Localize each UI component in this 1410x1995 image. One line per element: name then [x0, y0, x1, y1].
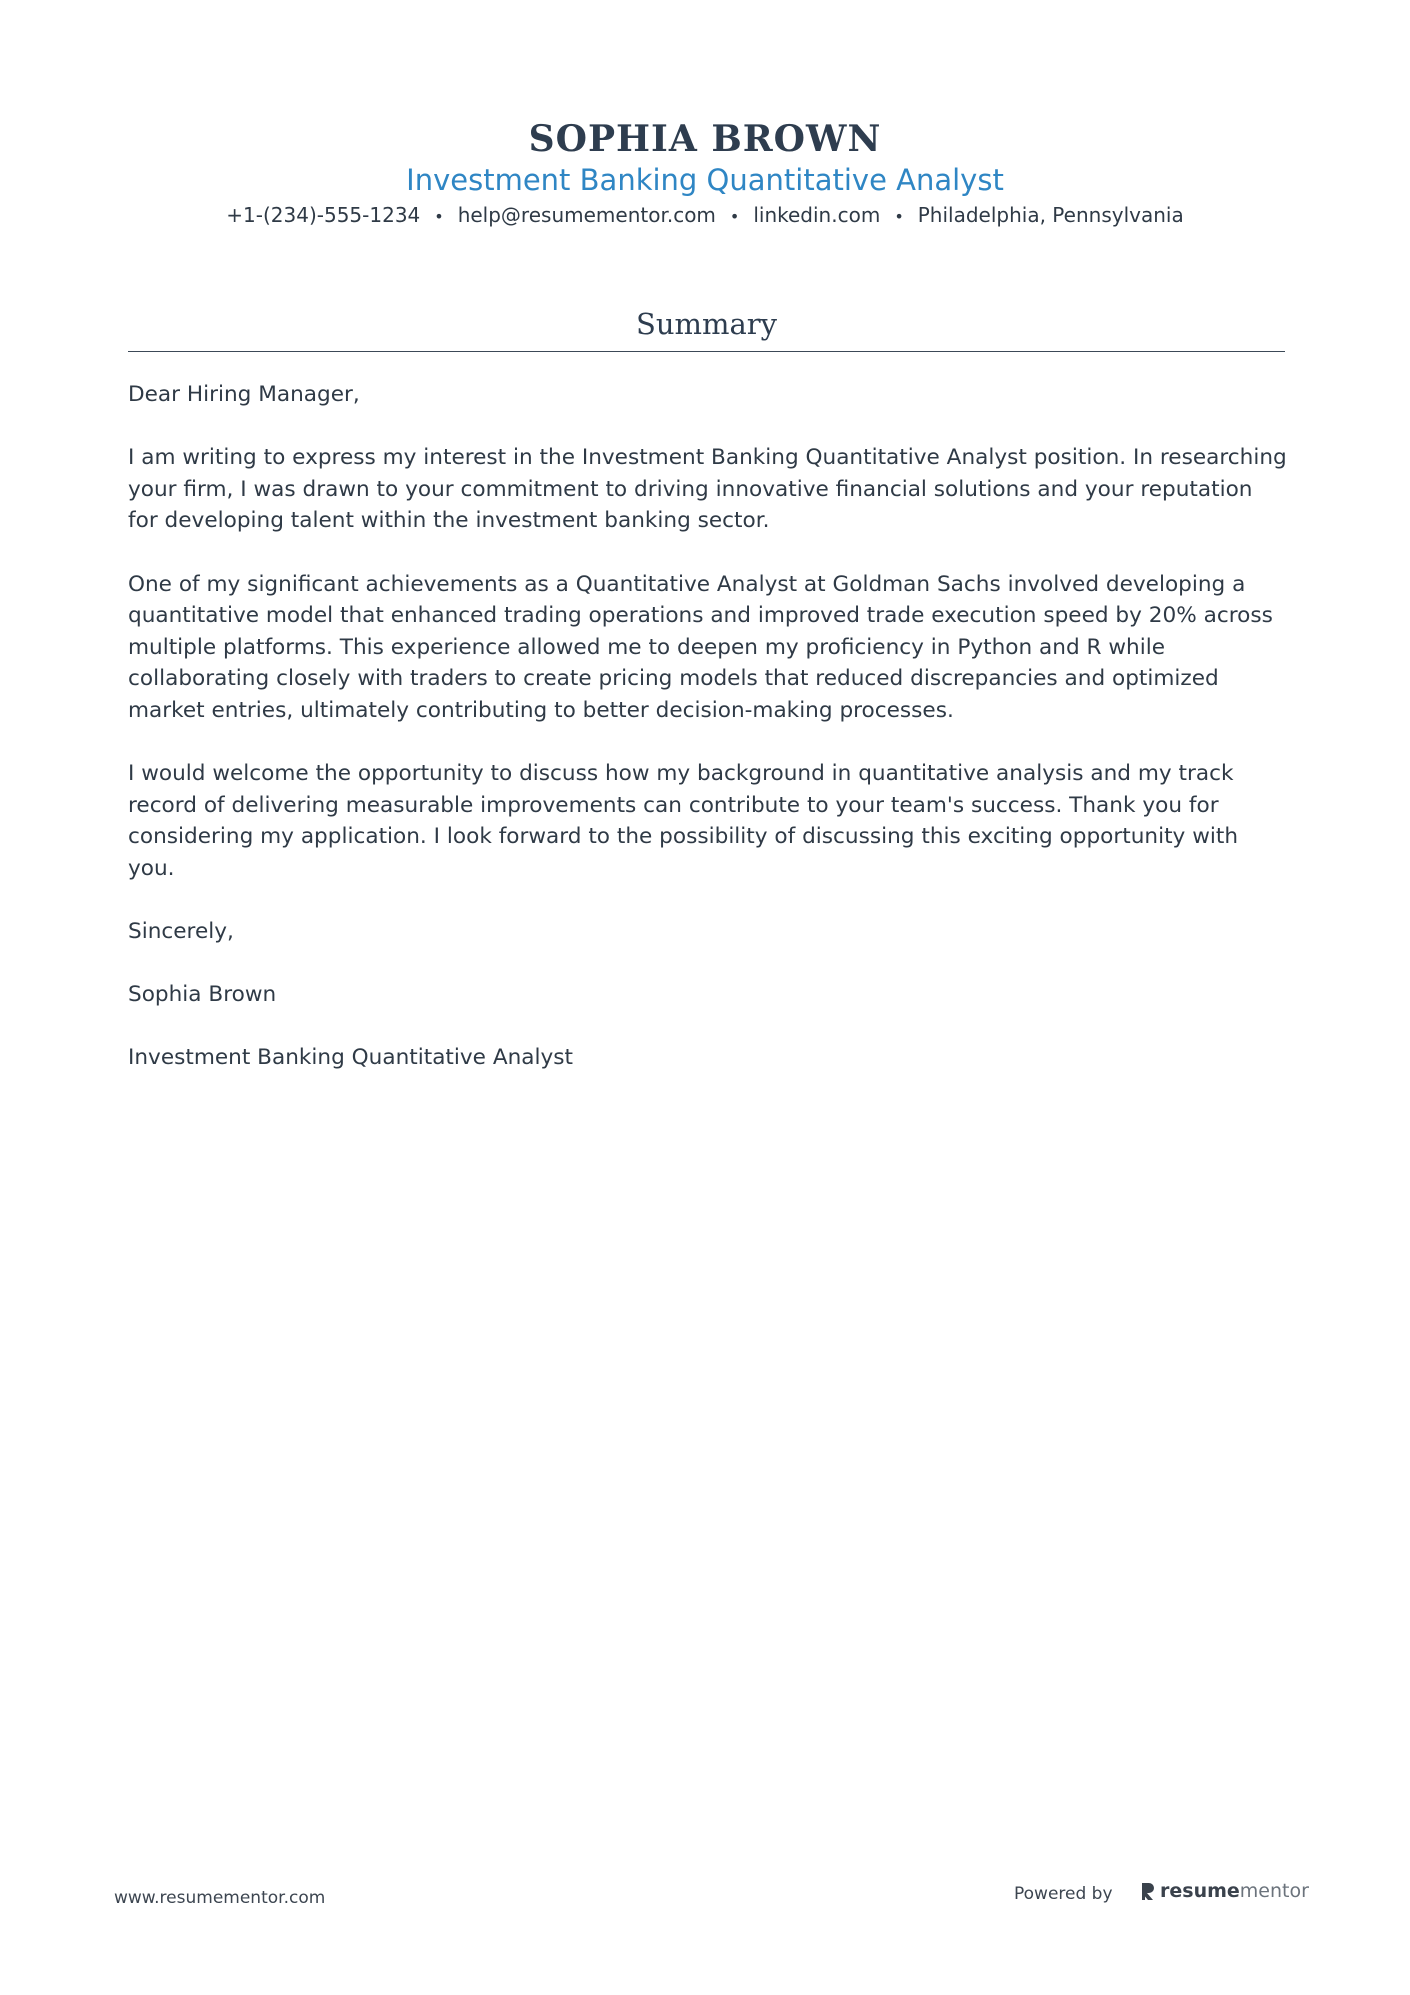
- contact-linkedin[interactable]: linkedin.com: [753, 203, 881, 227]
- contact-line: [0, 200, 1410, 232]
- letter-greeting: Dear Hiring Manager,: [128, 382, 360, 407]
- contact-email[interactable]: help@resumementor.com: [457, 203, 716, 227]
- section-divider: [128, 351, 1285, 352]
- brand-word-resume: resume: [1160, 1880, 1240, 1902]
- cover-letter-body: [128, 379, 1288, 1106]
- resume-header: [0, 112, 1410, 232]
- signature-name: Sophia Brown: [128, 982, 277, 1008]
- contact-separator: •: [894, 207, 904, 226]
- contact-separator: •: [434, 207, 444, 226]
- candidate-name: SOPHIA BROWN: [528, 118, 882, 160]
- signature-title: Investment Banking Quantitative Analyst: [128, 1045, 574, 1071]
- resumementor-logo-icon: [1140, 1881, 1156, 1901]
- contact-separator: •: [729, 207, 740, 226]
- contact-location: Philadelphia, Pennsylvania: [917, 203, 1184, 227]
- brand-word-mentor: mentor: [1239, 1880, 1309, 1902]
- powered-by-label: Powered by: [1014, 1884, 1113, 1904]
- letter-closing: Sincerely,: [128, 919, 234, 945]
- footer-website-link[interactable]: www.resumementor.com: [114, 1888, 326, 1908]
- section-title: Summary: [635, 307, 778, 341]
- letter-paragraph-3: I would welcome the opportunity to discuss how my background in quantitative analysis and my track record of delivering measurable improvements can contribute to your team's success. Thank you for considering my application. I look forward to the possibility of discussing this exciting opportunity with you.: [128, 761, 1239, 881]
- letter-paragraph-2: One of my significant achievements as a Quantitative Analyst at Goldman Sachs involved developing a quantitative model that enhanced trading operations and improved trade execution speed by 20% across multiple platforms. This experience allowed me to deepen my proficiency in Python and R while collaborating closely with traders to create pricing models that reduced discrepancies and optimized market entries, ultimately contributing to better decision-making processes.: [128, 571, 1273, 723]
- contact-phone: +1-(234)-555-1234: [226, 203, 421, 227]
- resumementor-brand[interactable]: [1140, 1880, 1309, 1902]
- letter-paragraph-1: I am writing to express my interest in the Investment Banking Quantitative Analyst position. In researching your firm, I was drawn to your commitment to driving innovative financial solutions and your reputation for developing talent within the investment banking sector.: [128, 445, 1287, 534]
- candidate-role: Investment Banking Quantitative Analyst: [406, 163, 1004, 197]
